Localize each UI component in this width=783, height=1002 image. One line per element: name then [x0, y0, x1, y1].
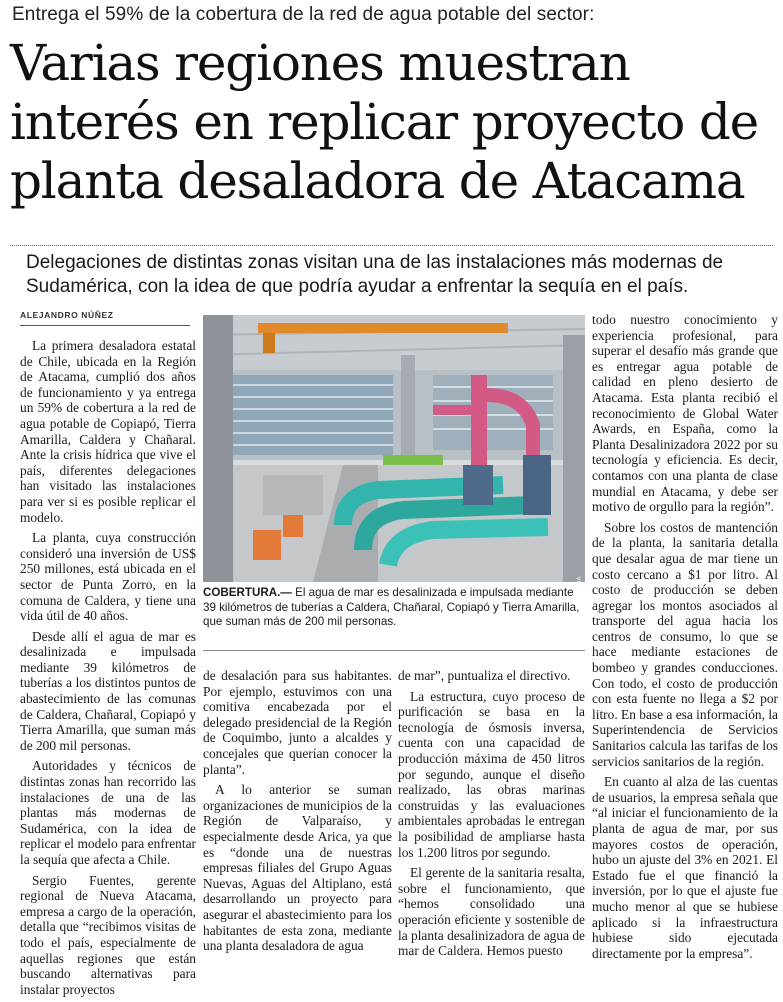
headline [10, 34, 780, 211]
paragraph: de mar”, puntualiza el directivo. [398, 668, 571, 683]
paragraph: Desde allí el agua de mar es desalinizada e impulsada mediante 39 kilómetros de tuberías a los distintos puntos de abastecimiento de las comunas de Caldera, Chañaral, Copiapó y Tierra Amarilla, que suman más de 200 mil personas. [20, 628, 196, 753]
paragraph: todo nuestro conocimiento y experiencia profesional, para superar el desafío más grande que es entregar agua potable de calidad en pleno desierto de Atacama. Esta planta recibió el reconocimiento de Global Water Awards, en España, como la Planta Desalinizadora 2022 por su tecnología y eficiencia. Es decir, contamos con una planta de clase mundial en Atacama, y debe ser motivo de orgullo para la región”. [592, 312, 778, 515]
deck-line: Sudamérica, con la idea de que podría ayudar a enfrentar la sequía en el país. [26, 276, 689, 297]
caption-divider [203, 650, 585, 651]
headline-line: planta desaladora de Atacama [10, 152, 745, 210]
article-column-4 [592, 312, 778, 966]
caption-label: COBERTURA.— [203, 586, 292, 599]
paragraph: El gerente de la sanitaria resalta, sobre el funcionamiento, que “hemos consolidado una operación eficiente y sostenible de la planta desalinizadora de agua de mar de Caldera. Hemos puesto [398, 865, 586, 959]
headline-line: interés en replicar proyecto de [10, 93, 759, 151]
byline-divider [20, 325, 190, 326]
desalination-plant-illustration [203, 315, 585, 582]
paragraph: Sergio Fuentes, gerente regional de Nueva Atacama, empresa a cargo de la operación, detalla que “recibimos visitas de todo el país, especialmente de aquellas regiones que están buscando alternativas para instalar proyectos [20, 872, 196, 997]
article-column-3 [398, 668, 585, 964]
photo-caption [203, 586, 585, 630]
article-column-2 [203, 668, 392, 959]
headline-divider [10, 245, 773, 246]
paragraph: La planta, cuya construcción consideró una inversión de US$ 250 millones, está ubicada en el sector de Punta Zorro, en la comuna de Caldera, y tiene una vida útil de 40 años. [20, 530, 196, 624]
paragraph: Autoridades y técnicos de distintas zonas han recorrido las instalaciones de una de las plantas más modernas de Sudamérica, con la idea de replicar el modelo para enfrentar la sequía que afecta a Chile. [20, 758, 196, 867]
paragraph: A lo anterior se suman organizaciones de municipios de la Región de Valparaíso, y especialmente desde Arica, ya que es “donde una de nuestras empresas filiales del Grupo Aguas Nuevas, Aguas del Altiplano, está desarrollando un proyecto para asegurar el abastecimiento para los habitantes de esta zona, mediante una planta desaladora de agua [203, 782, 392, 954]
article-column-1 [20, 338, 196, 1002]
photo-credit: NUEVA ATACAMA [577, 576, 583, 632]
byline: ALEJANDRO NÚÑEZ [20, 310, 114, 320]
paragraph: de desalación para sus habitantes. Por ejemplo, estuvimos con una comitiva encabezada por el delegado presidencial de la Región de Coquimbo, junto a alcaldes y concejales que querían conocer la planta”. [203, 668, 392, 777]
paragraph: En cuanto al alza de las cuentas de usuarios, la empresa señala que “al iniciar el funcionamiento de la planta de agua de mar, por sus mayores costos de operación, hubo un ajuste del 3% en 2021. El Estado fue el que financió la inversión, por lo que el ajuste fue mucho menor al que se hubiese aplicado si la infraestructura hubiese sido ejecutada directamente por la empresa”. [592, 774, 778, 961]
caption-text: El agua de mar es desalinizada e impulsada mediante 39 kilómetros de tuberías a Caldera, Chañaral, Copiapó y Tierra Amarilla, que suman más de 200 mil personas. [203, 586, 580, 628]
deck [26, 251, 771, 299]
deck-line: Delegaciones de distintas zonas visitan una de las instalaciones más modernas de [26, 252, 724, 273]
paragraph: La estructura, cuyo proceso de purificación se basa en la tecnología de ósmosis inversa, cuenta con una capacidad de producción máxima de 450 litros por segundo, aunque el diseño realizado, las obras marinas construidas y las evaluaciones ambientales aprobadas le entregan la posibilidad de ampliarse hasta los 1.200 litros por segundo. [398, 688, 585, 860]
headline-line: Varias regiones muestran [10, 34, 630, 92]
kicker: Entrega el 59% de la cobertura de la red de agua potable del sector: [12, 4, 595, 25]
paragraph: Sobre los costos de mantención de la planta, la sanitaria detalla que desalar agua de mar tiene un costo cercano a $1 por litro. Al costo de producción se deben agregar los montos asociados al transporte del agua hacia los centros de consumo, lo que se hace mediante estaciones de bombeo y grandes conducciones. Con todo, el costo de producción con esta fuente no llega a $2 por litro. En base a esa información, la Superintendencia de Servicios Sanitarios calcula las tarifas de los servicios sanitarios de la región. [592, 519, 778, 769]
paragraph: La primera desaladora estatal de Chile, ubicada en la Región de Atacama, cumplió dos años de funcionamiento y ya entrega un 59% de cobertura a la red de agua potable de Copiapó, Tierra Amarilla, Caldera y Chañaral. Ante la crisis hídrica que vive el país, diferentes delegaciones han visitado las instalaciones para ver si es posible replicar el modelo. [20, 338, 196, 525]
